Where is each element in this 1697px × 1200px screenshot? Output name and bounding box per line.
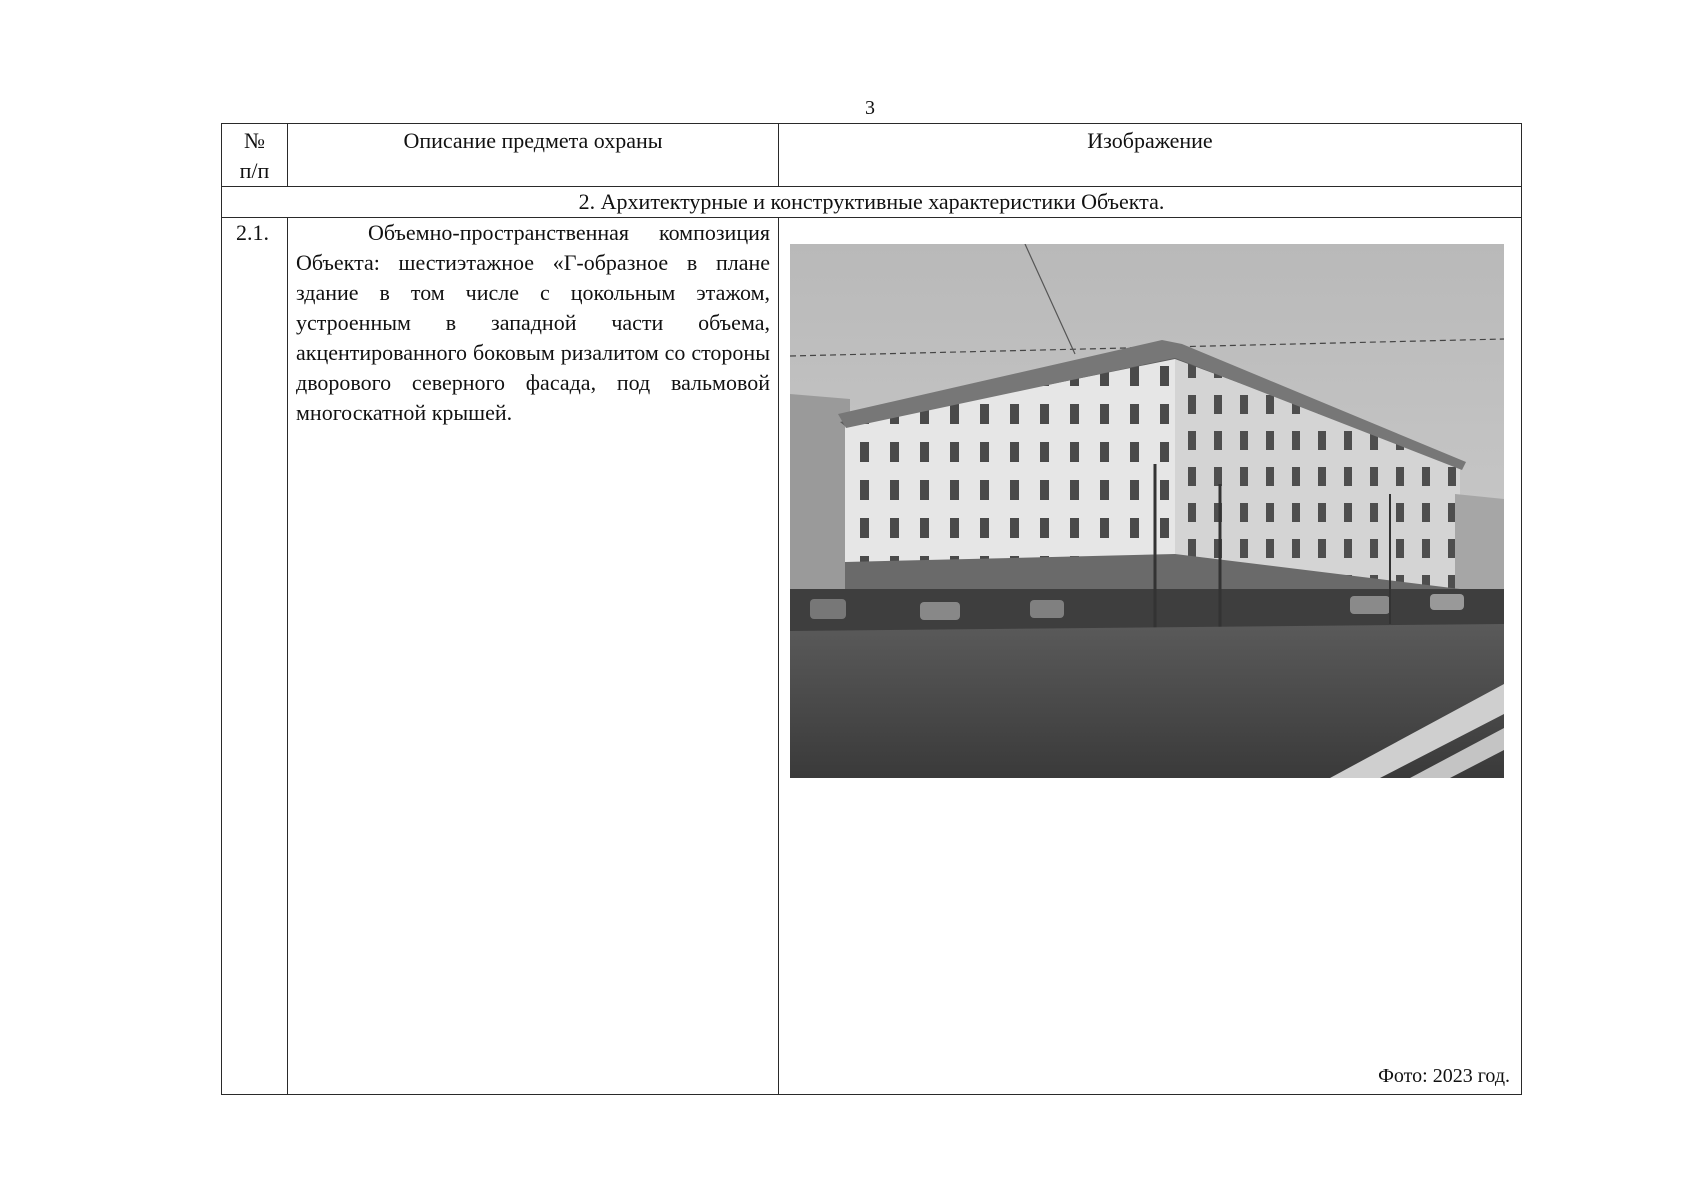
photo-caption: Фото: 2023 год.: [1378, 1065, 1510, 1087]
header-number: [222, 124, 288, 187]
page-number: 3: [865, 97, 875, 119]
building-photo: [790, 244, 1504, 778]
header-image-label: Изображение: [1087, 128, 1213, 153]
header-description: [288, 124, 779, 187]
row-description-cell: [288, 218, 779, 1095]
header-number-label: № п/п: [239, 128, 270, 183]
section-row: [222, 187, 1522, 218]
table-header-row: [222, 124, 1522, 187]
table-row: [222, 218, 1522, 1095]
header-image: [779, 124, 1522, 187]
row-number: 2.1.: [222, 218, 288, 1095]
protection-subject-table: [221, 123, 1522, 1095]
section-title: 2. Архитектурные и конструктивные характеристики Объекта.: [222, 187, 1522, 218]
header-description-label: Описание предмета охраны: [403, 128, 663, 153]
row-description: Объемно-пространственная композиция Объекта: шестиэтажное «Г-образное в плане здание в том числе с цокольным этажом, устроенным в западной части объема, акцентированного боковым ризалитом со стороны дворового северного фасада, под вальмовой многоскатной крышей.: [296, 220, 770, 425]
row-image-cell: [779, 218, 1522, 1095]
